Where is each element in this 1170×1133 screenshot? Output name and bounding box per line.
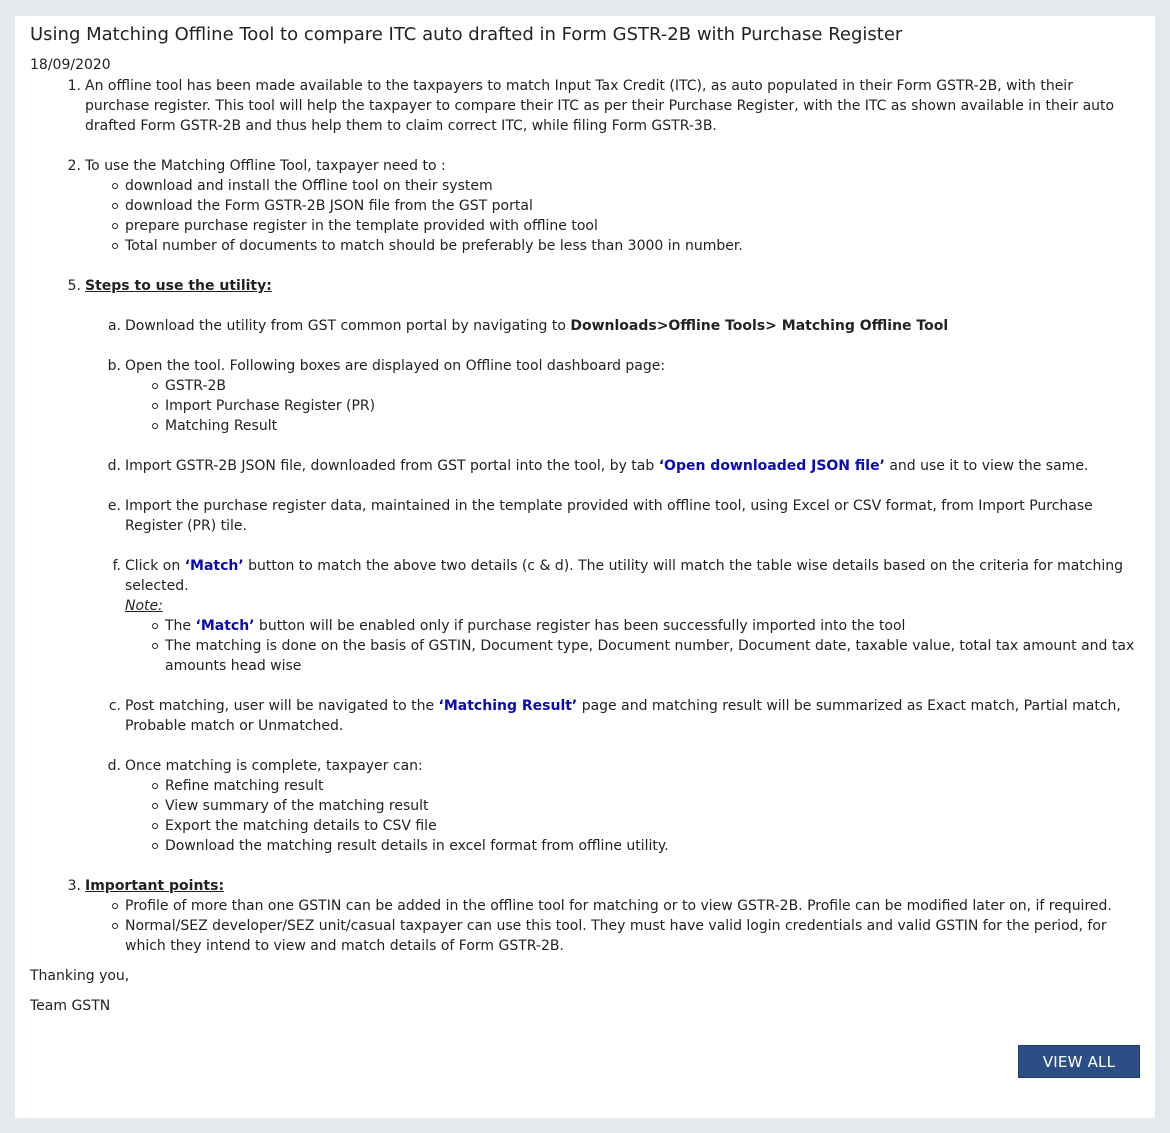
step-text: button to match the above two details (c & d). The utility will match the table wise details based on the criteria for matching selected.	[125, 558, 1124, 594]
list-number: 3.	[67, 878, 81, 894]
bullet-item: Download the matching result details in excel format from offline utility.	[165, 836, 1140, 856]
step-number: f.	[112, 558, 121, 574]
step-number: b.	[107, 358, 121, 374]
step-text: Click on	[125, 558, 185, 574]
signature-text: Team GSTN	[30, 998, 111, 1014]
step-text: Open the tool. Following boxes are displayed on Offline tool dashboard page:	[125, 358, 666, 374]
open-json-link[interactable]: ‘Open downloaded JSON file’	[658, 458, 885, 474]
matching-result-link[interactable]: ‘Matching Result’	[438, 698, 578, 714]
list-number: 1.	[67, 78, 81, 94]
bullet-item: Profile of more than one GSTIN can be added in the offline tool for matching or to view GSTR-2B. Profile can be modified later on, if required.	[125, 896, 1140, 916]
list-item-2	[67, 156, 1140, 256]
step-d-import	[107, 456, 1140, 476]
step-text: Post matching, user will be navigated to the	[125, 698, 439, 714]
bullet-text: The	[165, 618, 196, 634]
step-number: d.	[107, 458, 121, 474]
bullet-item: prepare purchase register in the template provided with offline tool	[125, 216, 1140, 236]
step-e	[107, 496, 1140, 536]
step-b	[107, 356, 1140, 436]
list-item-text: An offline tool has been made available to the taxpayers to match Input Tax Credit (ITC), as auto populated in their Form GSTR-2B, with their purchase register. This tool will help the taxpayer to compare their ITC as per their Purchase Register, with the ITC as shown available in their auto drafted Form GSTR-2B and thus help them to claim correct ITC, while filing Form GSTR-3B.	[85, 78, 1115, 134]
step-text: Once matching is complete, taxpayer can:	[125, 758, 423, 774]
step-d-complete	[107, 756, 1140, 856]
match-link[interactable]: ‘Match’	[195, 618, 255, 634]
step-number: c.	[108, 698, 121, 714]
news-date: 18/09/2020	[30, 57, 111, 73]
news-title: Using Matching Offline Tool to compare ITC auto drafted in Form GSTR-2B with Purchase Register	[30, 24, 903, 45]
step-a	[107, 316, 1140, 336]
closing-text: Thanking you,	[30, 968, 130, 984]
bullet-item: The matching is done on the basis of GSTIN, Document type, Document number, Document date, taxable value, total tax amount and tax amounts head wise	[165, 636, 1140, 676]
news-card	[15, 16, 1155, 1118]
list-number: 2.	[67, 158, 81, 174]
step-number: d.	[107, 758, 121, 774]
bullet-item: View summary of the matching result	[165, 796, 1140, 816]
steps-list	[85, 316, 1140, 856]
bullet-list	[125, 376, 1140, 436]
important-heading: Important points:	[85, 878, 225, 894]
steps-heading: Steps to use the utility:	[85, 278, 272, 294]
bullet-item: Refine matching result	[165, 776, 1140, 796]
bullet-list	[85, 176, 1140, 256]
list-item-5	[67, 276, 1140, 856]
match-link[interactable]: ‘Match’	[184, 558, 244, 574]
step-f	[112, 556, 1140, 676]
bullet-text: button will be enabled only if purchase register has been successfully imported into the tool	[254, 618, 906, 634]
bullet-item: download the Form GSTR-2B JSON file from the GST portal	[125, 196, 1140, 216]
list-item-1	[67, 76, 1140, 136]
bullet-item: Import Purchase Register (PR)	[165, 396, 1140, 416]
list-item-3	[67, 876, 1140, 956]
step-text: and use it to view the same.	[884, 458, 1089, 474]
bullet-list	[85, 896, 1140, 956]
news-body-list	[30, 76, 1140, 956]
view-all-button[interactable]: VIEW ALL	[1018, 1045, 1140, 1078]
step-text: Import GSTR-2B JSON file, downloaded from GST portal into the tool, by tab	[125, 458, 659, 474]
step-text: page and matching result will be summarized as Exact match, Partial match, Probable match or Unmatched.	[125, 698, 1121, 734]
bullet-list	[125, 776, 1140, 856]
list-item-text: To use the Matching Offline Tool, taxpayer need to :	[85, 158, 446, 174]
bullet-item: Total number of documents to match should be preferably be less than 3000 in number.	[125, 236, 1140, 256]
bullet-item	[165, 616, 1140, 636]
step-text: Download the utility from GST common portal by navigating to	[125, 318, 571, 334]
bullet-item: GSTR-2B	[165, 376, 1140, 396]
bullet-item: download and install the Offline tool on their system	[125, 176, 1140, 196]
bullet-item: Normal/SEZ developer/SEZ unit/casual taxpayer can use this tool. They must have valid login credentials and valid GSTIN for the period, for which they intend to view and match details of Form GSTR-2B.	[125, 916, 1140, 956]
download-path: Downloads>Offline Tools> Matching Offline Tool	[570, 318, 949, 334]
bullet-list	[125, 616, 1140, 676]
bullet-item: Export the matching details to CSV file	[165, 816, 1140, 836]
bullet-item: Matching Result	[165, 416, 1140, 436]
step-text: Import the purchase register data, maintained in the template provided with offline tool, using Excel or CSV format, from Import Purchase Register (PR) tile.	[125, 498, 1093, 534]
note-label: Note:	[125, 598, 163, 614]
step-c	[108, 696, 1140, 736]
step-number: a.	[107, 318, 121, 334]
step-number: e.	[107, 498, 121, 514]
list-number: 5.	[67, 278, 81, 294]
